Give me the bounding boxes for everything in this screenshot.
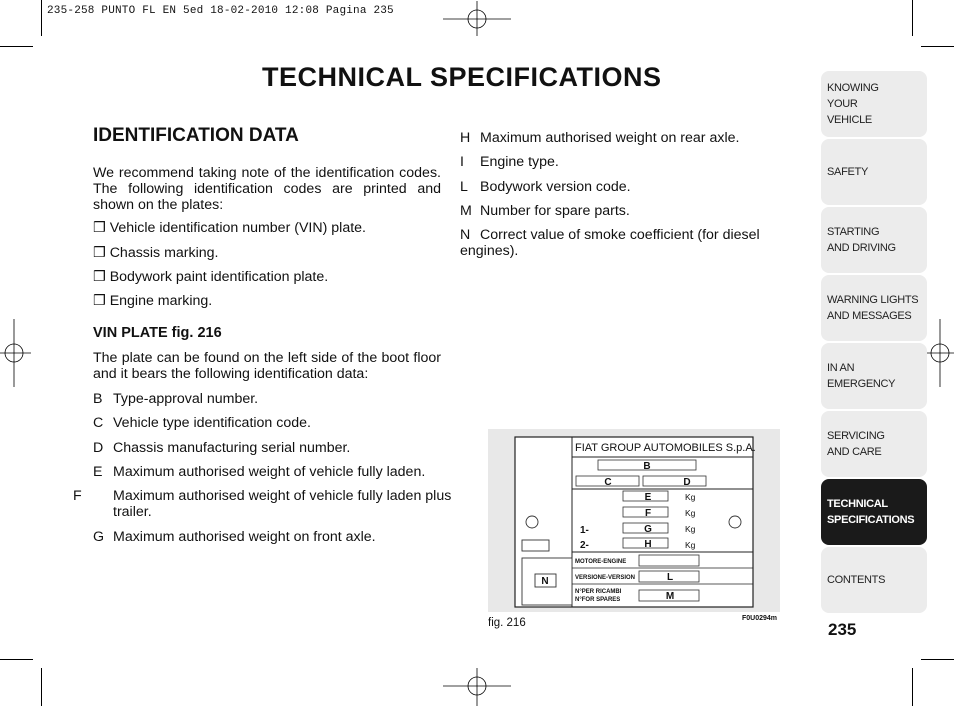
tab-in-an-emergency[interactable]: IN AN EMERGENCY — [821, 343, 927, 409]
plate-field-d: D — [683, 477, 691, 488]
tab-safety[interactable]: SAFETY — [821, 139, 927, 205]
checkbox-bullet-icon: ❒ — [93, 245, 106, 261]
bullet-item: ❒ Vehicle identification number (VIN) plate. — [93, 220, 366, 236]
vin-item: G Maximum authorised weight on front axle. — [93, 529, 376, 545]
checkbox-bullet-icon: ❒ — [93, 220, 106, 236]
tab-technical-specifications[interactable]: TECHNICAL SPECIFICATIONS — [821, 479, 927, 545]
vin-item: D Chassis manufacturing serial number. — [93, 440, 351, 456]
plate-field-h: H — [644, 539, 652, 550]
checkbox-bullet-icon: ❒ — [93, 269, 106, 285]
plate-field-n: N — [541, 576, 549, 587]
vin-plate-drawing — [488, 429, 780, 612]
vin-item: F Maximum authorised weight of vehicle fully laden plus trailer. — [73, 488, 452, 520]
bullet-item: ❒ Bodywork paint identification plate. — [93, 269, 329, 285]
bullet-item: ❒ Chassis marking. — [93, 245, 219, 261]
checkbox-bullet-icon: ❒ — [93, 293, 106, 309]
plate-field-f: F — [644, 508, 652, 519]
plate-versione-label: VERSIONE-VERSION — [575, 575, 636, 581]
plate-row-1: 1- — [580, 525, 589, 536]
vin-item: H Maximum authorised weight on rear axle. — [460, 130, 740, 146]
vin-item: N Correct value of smoke coefficient (for diesel engines). — [460, 227, 760, 259]
plate-ricambi-label: N°PER RICAMBI — [575, 589, 622, 595]
vin-plate-figure — [488, 429, 780, 612]
plate-company: FIAT GROUP AUTOMOBILES S.p.A. — [575, 442, 756, 454]
tab-contents[interactable]: CONTENTS — [821, 547, 927, 613]
vin-item: B Type-approval number. — [93, 391, 259, 407]
vin-item: C Vehicle type identification code. — [93, 415, 311, 431]
figure-caption: fig. 216 — [488, 617, 526, 629]
vin-intro-paragraph: The plate can be found on the left side of the boot floor and it bears the following identification data: — [93, 350, 441, 382]
vin-item: L Bodywork version code. — [460, 179, 631, 195]
page-title: TECHNICAL SPECIFICATIONS — [262, 62, 662, 92]
plate-field-l: L — [666, 572, 674, 583]
vin-item: I Engine type. — [460, 154, 559, 170]
page-number: 235 — [828, 620, 857, 639]
vin-plate-heading: VIN PLATE fig. 216 — [93, 325, 222, 341]
plate-unit: Kg — [685, 524, 696, 534]
plate-unit: Kg — [685, 540, 696, 550]
print-header: 235-258 PUNTO FL EN 5ed 18-02-2010 12:08 Pagina 235 — [47, 5, 394, 17]
plate-row-2: 2- — [580, 540, 589, 551]
plate-field-e: E — [644, 492, 652, 503]
bullet-item: ❒ Engine marking. — [93, 293, 213, 309]
plate-unit: Kg — [685, 492, 696, 502]
section-title: IDENTIFICATION DATA — [93, 125, 299, 146]
vin-item: M Number for spare parts. — [460, 203, 630, 219]
vin-item: E Maximum authorised weight of vehicle fully laden. — [93, 464, 426, 480]
tab-warning-lights[interactable]: WARNING LIGHTS AND MESSAGES — [821, 275, 927, 341]
tab-starting-and-driving[interactable]: STARTING AND DRIVING — [821, 207, 927, 273]
plate-spares-label: N°FOR SPARES — [575, 597, 621, 603]
plate-unit: Kg — [685, 508, 696, 518]
intro-paragraph: We recommend taking note of the identification codes. The following identification codes are printed and shown on the plates: — [93, 165, 441, 213]
tab-servicing-and-care[interactable]: SERVICING AND CARE — [821, 411, 927, 477]
figure-code: F0U0294m — [742, 615, 778, 622]
plate-field-b: B — [643, 461, 651, 472]
plate-field-g: G — [644, 524, 652, 535]
plate-field-m: M — [665, 591, 675, 602]
plate-field-c: C — [604, 477, 612, 488]
plate-motore-label: MOTORE-ENGINE — [575, 559, 627, 565]
tab-knowing-your-vehicle[interactable]: KNOWING YOUR VEHICLE — [821, 71, 927, 137]
